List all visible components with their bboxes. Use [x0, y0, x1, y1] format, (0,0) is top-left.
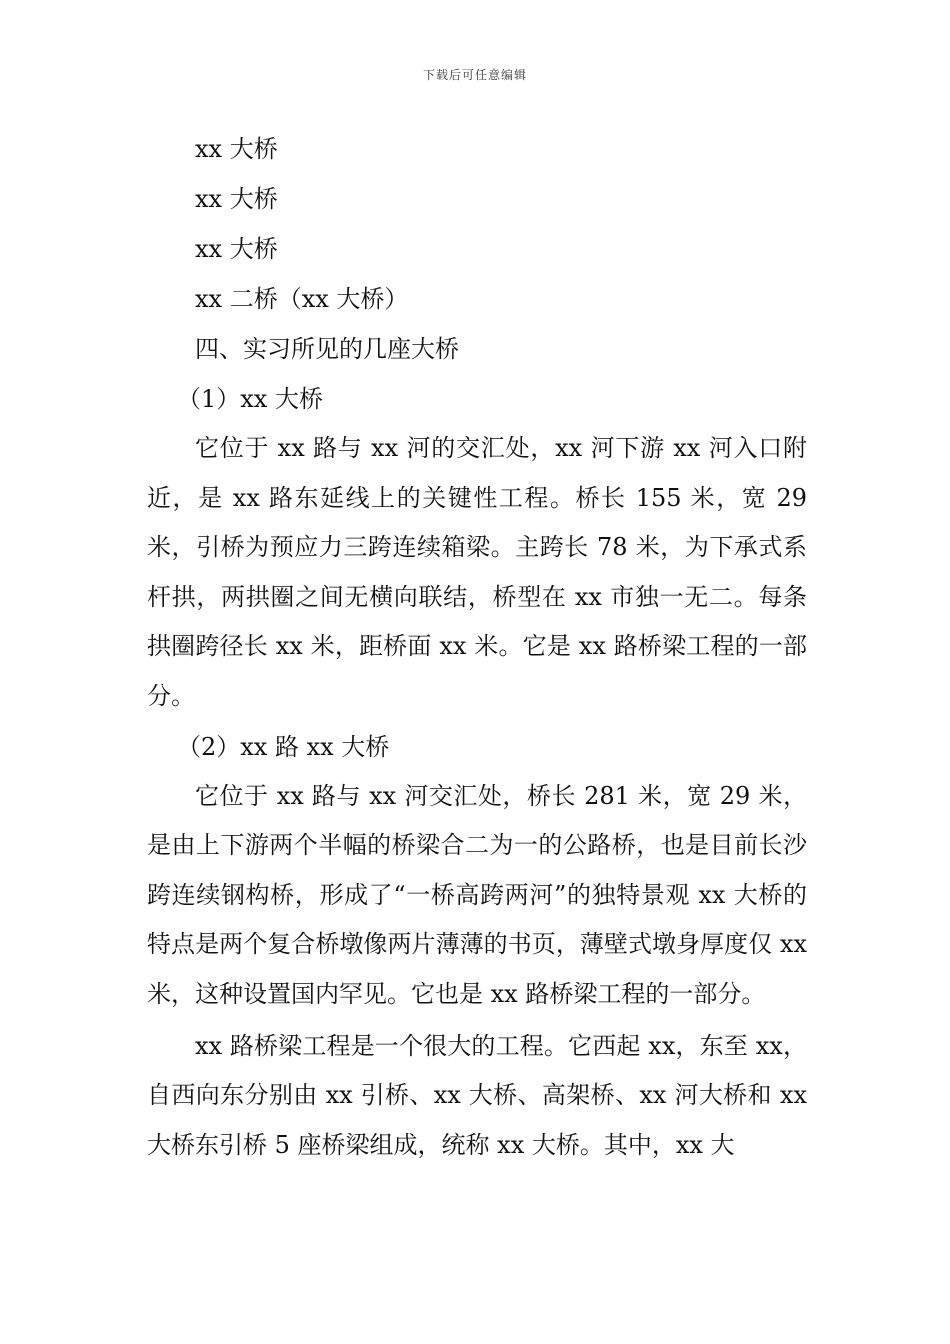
paragraph-project-overview: xx 路桥梁工程是一个很大的工程。它西起 xx，东至 xx，自西向东分别由 xx 引桥、xx 大桥、高架桥、xx 河大桥和 xx 大桥东引桥 5 座桥梁组成，统称 xx 大桥。其中，xx 大 — [147, 1031, 807, 1159]
page-header-note: 下载后可任意编辑 — [422, 68, 527, 82]
subsection-title-2: （2）xx 路 xx 大桥 — [177, 732, 390, 761]
paragraph-bridge-2: 它位于 xx 路与 xx 河交汇处，桥长 281 米，宽 29 米，是由上下游两个半幅的桥梁合二为一的公路桥，也是目前长沙跨连续钢构桥，形成了“一桥高跨两河”的独特景观 xx 大桥的特点是两个复合桥墩像两片薄薄的书页，薄壁式墩身厚度仅 xx 米，这种设置国内罕见。它也是 xx 路桥梁工程的一部分。 — [147, 781, 807, 1008]
list-item: xx 大桥 — [195, 135, 278, 163]
list-item: xx 大桥 — [195, 235, 278, 263]
subsection-title-1: （1）xx 大桥 — [177, 385, 323, 413]
list-item: xx 大桥 — [195, 185, 278, 213]
paragraph-bridge-1: 它位于 xx 路与 xx 河的交汇处，xx 河下游 xx 河入口附近，是 xx 路东延线上的关键性工程。桥长 155 米，宽 29 米，引桥为预应力三跨连续箱梁。主跨长 78 米，为下承式系杆拱，两拱圈之间无横向联结，桥型在 xx 市独一无二。每条拱圈跨径长 xx 米，距桥面 xx 米。它是 xx 路桥梁工程的一部分。 — [147, 434, 807, 710]
section-heading: 四、实习所见的几座大桥 — [195, 335, 459, 363]
document-body — [147, 124, 807, 1170]
list-item: xx 二桥（xx 大桥） — [195, 285, 409, 313]
